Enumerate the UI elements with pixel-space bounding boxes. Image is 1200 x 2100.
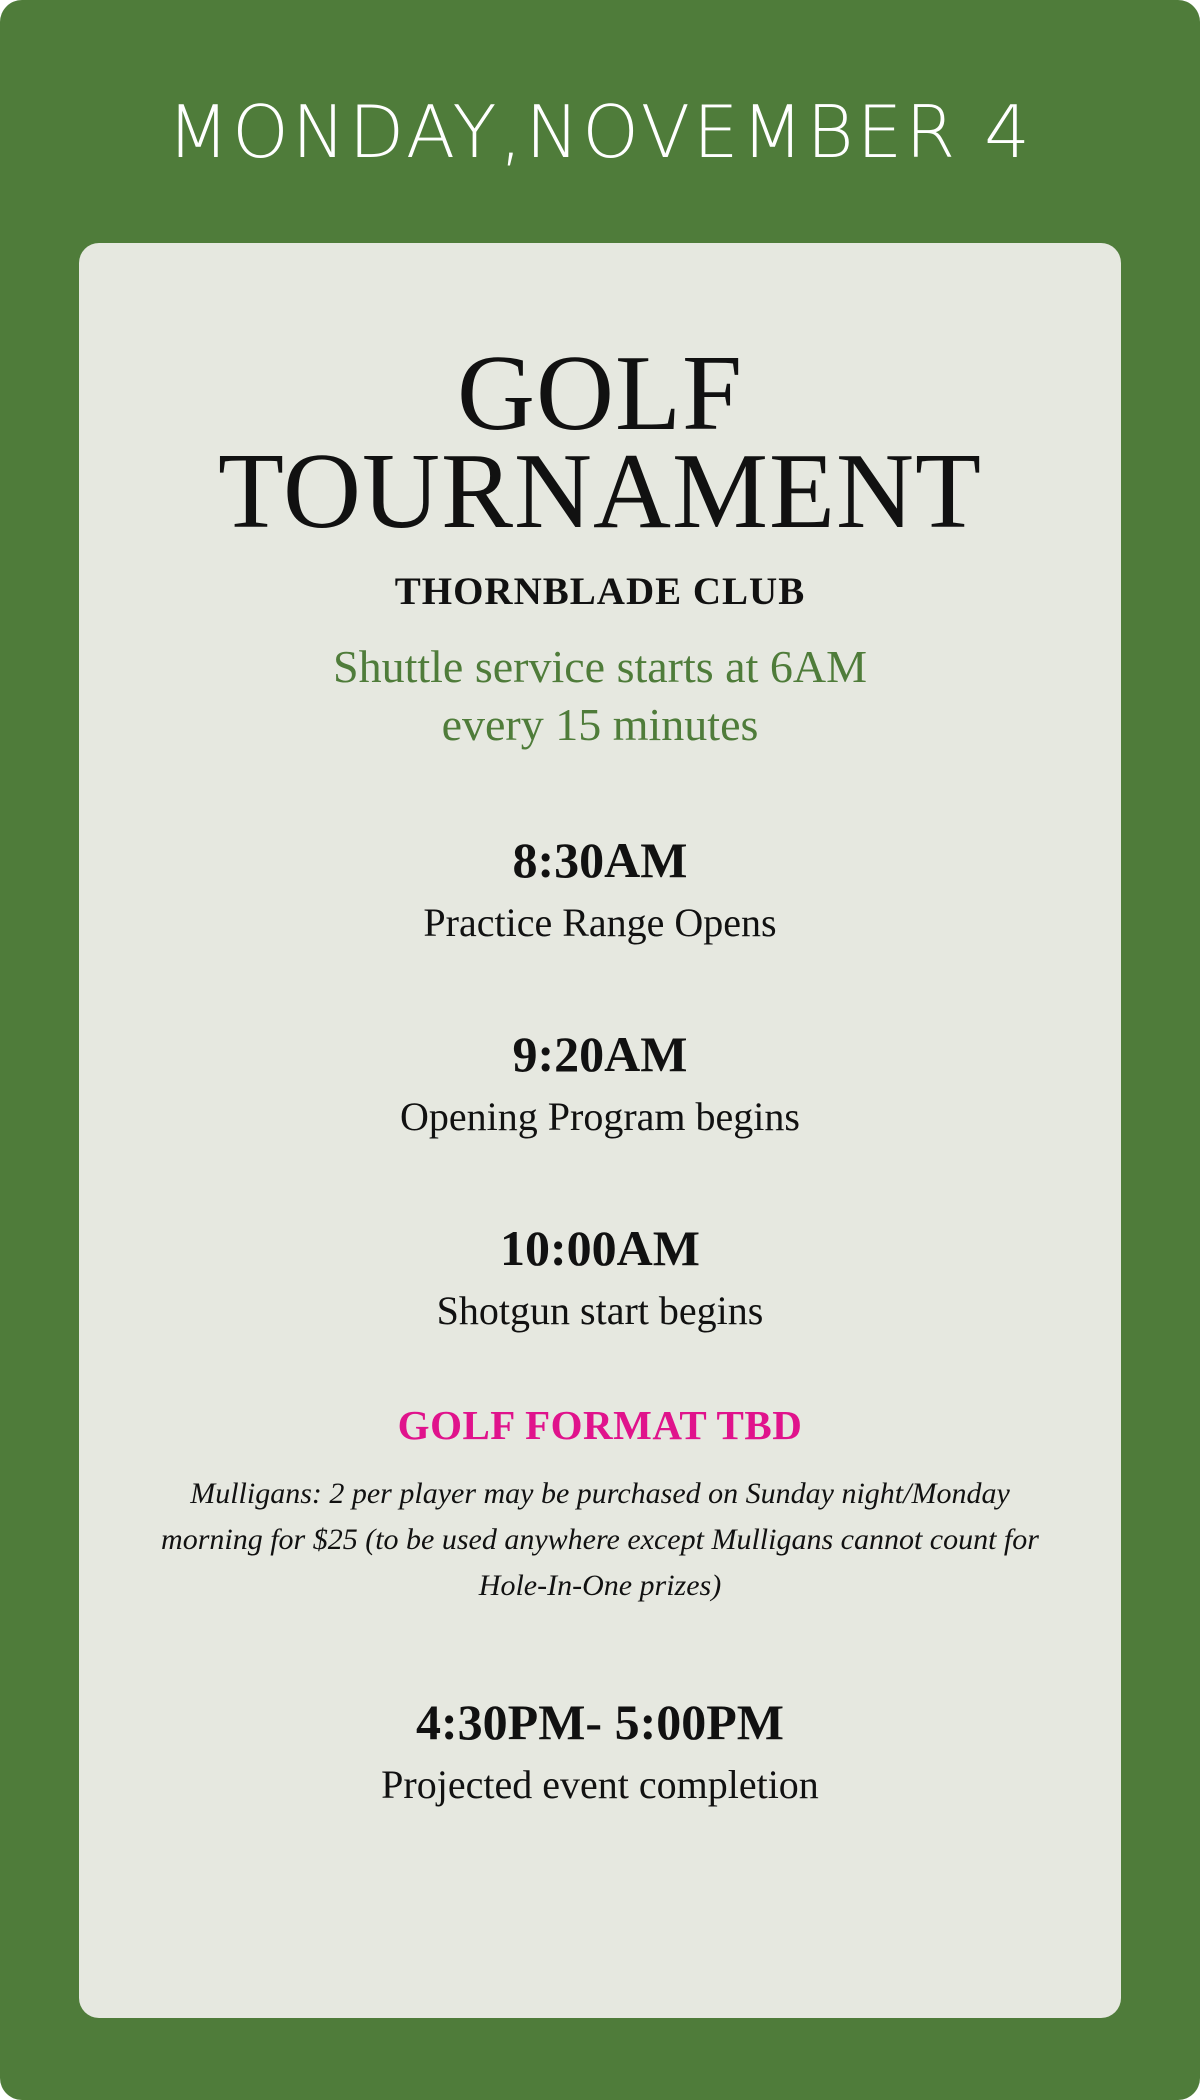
golf-format-label: GOLF FORMAT TBD (397, 1402, 803, 1448)
schedule-desc-2: Opening Program begins (400, 1094, 800, 1139)
shuttle-info-line1: Shuttle service starts at 6AM (332, 641, 867, 692)
event-title-line2: TOURNAMENT (218, 432, 982, 551)
schedule-time-2: 9:20AM (512, 1026, 688, 1082)
mulligans-note: Mulligans: 2 per player may be purchased on Sunday night/Monday morning for $25 (to be used anywhere except Mulligans cannot count for Hole-In-One prizes) (161, 1477, 1039, 1602)
schedule-desc-3: Shotgun start begins (436, 1288, 764, 1333)
schedule-card (79, 243, 1121, 2018)
completion-time: 4:30PM- 5:00PM (416, 1694, 784, 1750)
schedule-desc-1: Practice Range Opens (423, 900, 777, 945)
completion-desc: Projected event completion (381, 1762, 819, 1807)
event-title (79, 334, 1121, 551)
schedule-time-1: 8:30AM (512, 832, 688, 888)
schedule-time-3: 10:00AM (500, 1220, 700, 1276)
event-date: MONDAY,NOVEMBER 4 (167, 90, 1033, 174)
event-title-line1: GOLF (456, 334, 744, 453)
shuttle-info (79, 638, 1121, 754)
venue-name: THORNBLADE CLUB (394, 570, 806, 613)
shuttle-info-line2: every 15 minutes (441, 699, 759, 750)
